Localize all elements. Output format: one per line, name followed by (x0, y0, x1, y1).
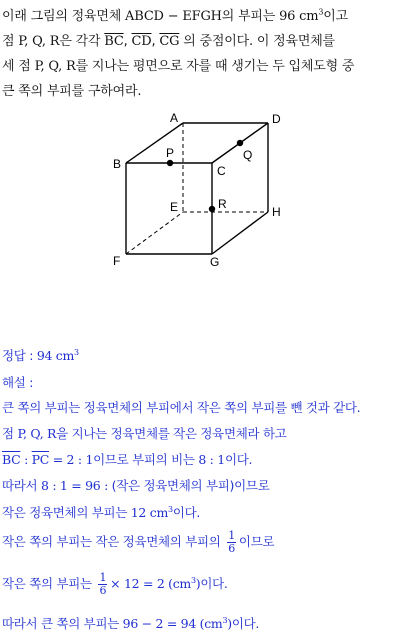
label-g: G (210, 255, 220, 268)
segment-bc: $\overline{BC}$ (104, 34, 124, 49)
comma: , (123, 34, 132, 49)
paren: ) (227, 616, 232, 631)
value: 12 cm (130, 505, 169, 520)
label-f: F (113, 254, 121, 268)
solution-line-3 (2, 450, 398, 468)
ratio: 8 : 1 (198, 452, 225, 467)
text: 이므로 부피의 비는 (93, 452, 199, 467)
numerator: 1 (99, 571, 107, 584)
edge-gh (212, 212, 268, 254)
label-a: A (170, 111, 179, 125)
segment-cd: $\overline{CD}$ (131, 34, 152, 49)
explanation-label: 해설 : (2, 375, 34, 390)
label-c: C (217, 164, 226, 178)
point-p (167, 160, 173, 166)
segment-bc: $\overline{BC}$ (2, 452, 21, 467)
point-q (237, 140, 243, 146)
text: 세 점 (2, 59, 35, 74)
volume-value: 96 cm (279, 9, 319, 24)
solution-line-1: 큰 쪽의 부피는 정육면체의 부피에서 작은 쪽의 부피를 뺀 것과 같다. (2, 400, 361, 415)
exponent: 3 (168, 504, 173, 514)
text: 점 (2, 426, 18, 441)
text: 작은 쪽의 부피는 작은 정육면체의 부피의 (2, 534, 225, 549)
numerator: 1 (228, 529, 235, 542)
label-b: B (113, 157, 122, 171)
points: P, Q, R (34, 59, 76, 74)
cube-figure (100, 108, 300, 268)
colon: : (20, 452, 32, 467)
points: P, Q, R (17, 426, 57, 441)
paren: ) (195, 576, 201, 591)
solution-line-7 (2, 572, 398, 597)
fraction (98, 572, 107, 597)
text: 이다. (172, 505, 201, 520)
equation: 8 : 1 = 96 : (41, 478, 112, 493)
text: 이다. (231, 616, 260, 631)
segment-cg: $\overline{CG}$ (159, 34, 180, 49)
label-e: E (170, 200, 179, 214)
text: 작은 쪽의 부피는 (2, 576, 96, 591)
label-r: R (218, 197, 227, 211)
denominator: 6 (228, 542, 235, 555)
text: 따라서 큰 쪽의 부피는 (2, 616, 123, 631)
points: P, Q, R (18, 34, 60, 49)
text: 을 지나는 정육면체를 작은 정육면체라 하고 (56, 426, 287, 441)
fraction (227, 530, 236, 555)
label-d: D (272, 112, 281, 126)
segment-pc: $\overline{PC}$ (31, 452, 50, 467)
text: 이래 그림의 정육면체 (2, 9, 126, 24)
exponent: 3 (318, 7, 324, 17)
solution-line-8 (2, 614, 398, 632)
problem-line-4 (2, 79, 398, 104)
point-r (209, 206, 215, 212)
text: 큰 쪽의 부피를 구하여라. (2, 84, 142, 99)
hidden-edge-fe (126, 212, 183, 254)
text: 이고 (323, 9, 348, 24)
comma: , (151, 34, 160, 49)
denominator: 6 (99, 584, 107, 597)
problem-line-1 (2, 4, 398, 29)
ratio: = 2 : 1 (49, 452, 94, 467)
text: (작은 정육면체의 부피) (111, 478, 235, 493)
edge-ba (126, 123, 183, 163)
cube-name: ABCD − EFGH (125, 9, 222, 24)
exponent: 3 (74, 347, 79, 357)
text: 이다. (224, 452, 253, 467)
answer-label: 정답 : (2, 348, 37, 363)
answer-value: 94 cm (36, 348, 75, 363)
solution-line-6 (2, 530, 398, 555)
solution-line-4 (2, 476, 398, 494)
label-h: H (272, 205, 281, 219)
problem-line-2 (2, 29, 398, 54)
exponent: 3 (191, 575, 196, 585)
exponent: 3 (222, 615, 228, 625)
equation: 96 − 2 = 94 (cm (122, 616, 223, 631)
solution-line-2 (2, 424, 398, 442)
label-p: P (166, 146, 175, 160)
text: 점 (2, 34, 19, 49)
text: 를 지나는 평면으로 자를 때 생기는 두 입체도형 중 (75, 59, 355, 74)
text: 이다. (200, 576, 228, 591)
text: 의 부피는 (221, 9, 280, 24)
label-q: Q (243, 148, 253, 162)
problem-line-3 (2, 54, 398, 79)
problem-text (2, 4, 398, 104)
text: 은 각각 (59, 34, 105, 49)
text: 이므로 (238, 534, 275, 549)
solution-line-5 (2, 503, 398, 521)
text: 따라서 (2, 478, 41, 493)
text: 의 중점이다. 이 정육면체를 (179, 34, 335, 49)
answer-line (2, 346, 398, 364)
text: 작은 정육면체의 부피는 (2, 505, 131, 520)
equation: × 12 = 2 (cm (110, 576, 191, 591)
text: 이므로 (234, 478, 270, 493)
